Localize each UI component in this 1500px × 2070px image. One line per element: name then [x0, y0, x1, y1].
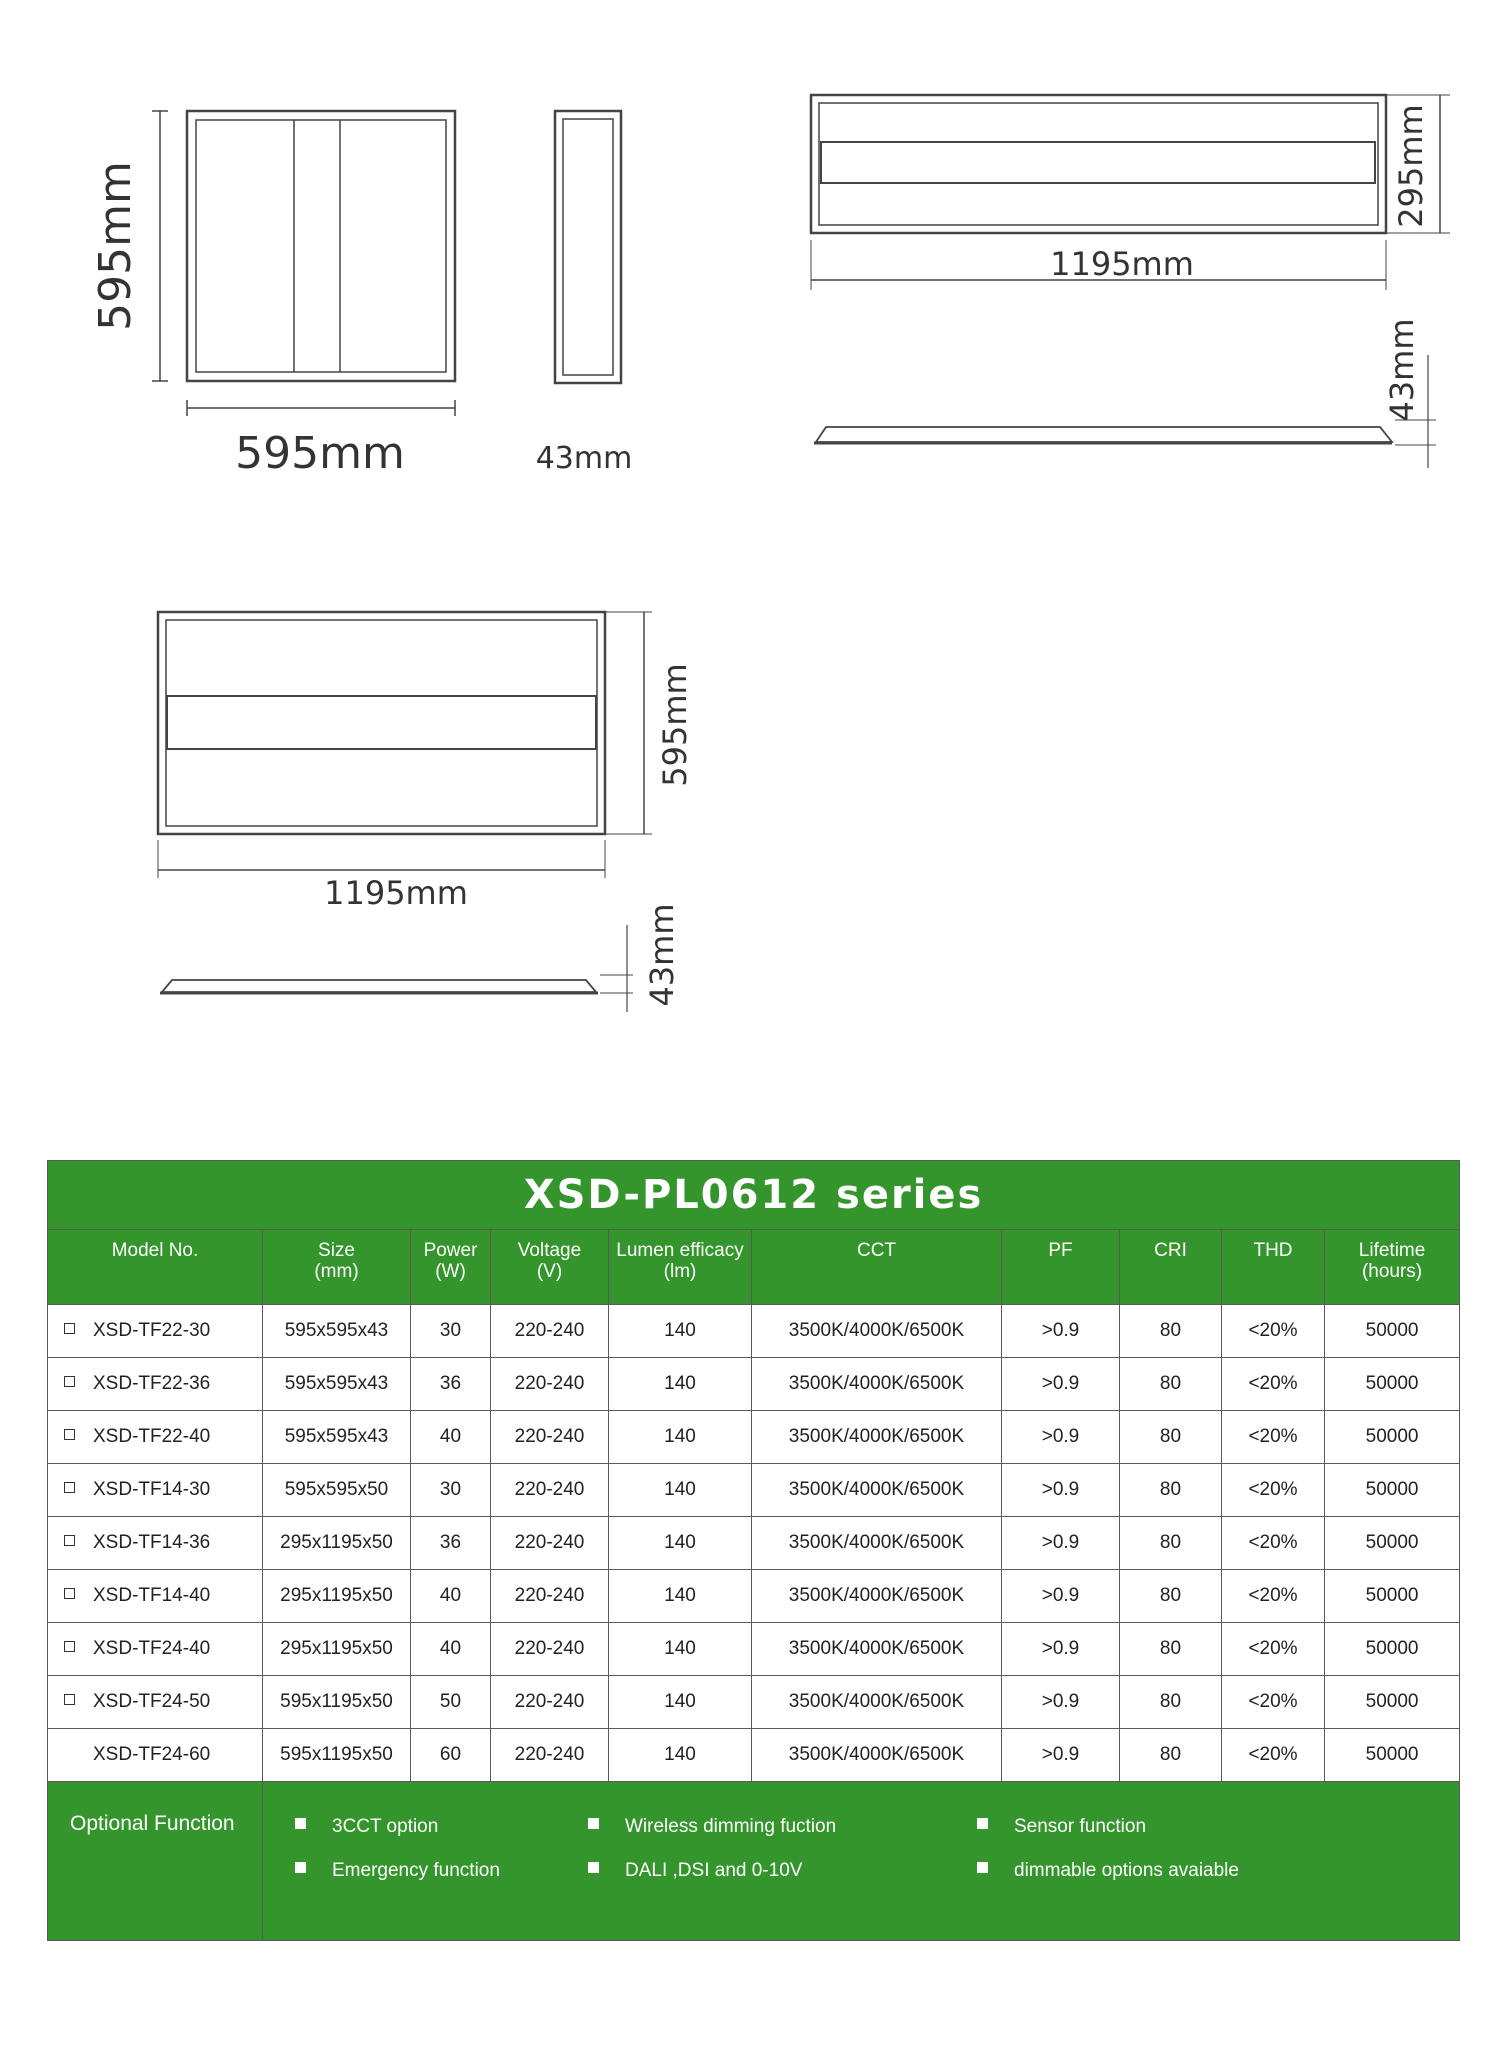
model-cell: XSD-TF24-60: [48, 1729, 263, 1782]
pf-cell: >0.9: [1002, 1464, 1120, 1517]
cri-cell: 80: [1120, 1411, 1222, 1464]
square-bullet-icon: [588, 1818, 599, 1829]
square-bullet-icon: [295, 1862, 306, 1873]
table-row: [48, 1517, 1460, 1570]
cri-cell: 80: [1120, 1517, 1222, 1570]
table-row: [48, 1623, 1460, 1676]
power-cell: 50: [411, 1676, 491, 1729]
pf-cell: >0.9: [1002, 1305, 1120, 1358]
size-cell: 595x595x43: [263, 1305, 411, 1358]
size-cell: 595x595x43: [263, 1411, 411, 1464]
table-row: [48, 1358, 1460, 1411]
lifetime-cell: 50000: [1325, 1729, 1460, 1782]
checkbox-icon[interactable]: [64, 1429, 75, 1440]
option-item: Wireless dimming fuction: [588, 1816, 836, 1838]
cct-cell: 3500K/4000K/6500K: [752, 1358, 1002, 1411]
pf-cell: >0.9: [1002, 1358, 1120, 1411]
pf-cell: >0.9: [1002, 1623, 1120, 1676]
narrow-depth-label: 43mm: [1383, 318, 1421, 422]
lumen-cell: 140: [609, 1676, 752, 1729]
voltage-cell: 220-240: [491, 1358, 609, 1411]
model-cell: XSD-TF14-36: [48, 1517, 263, 1570]
checkbox-icon[interactable]: [64, 1535, 75, 1546]
lumen-cell: 140: [609, 1729, 752, 1782]
header-cri: CRI: [1120, 1230, 1222, 1305]
wide-width-label: 1195mm: [324, 874, 468, 912]
thd-cell: <20%: [1222, 1676, 1325, 1729]
voltage-cell: 220-240: [491, 1623, 609, 1676]
cri-cell: 80: [1120, 1570, 1222, 1623]
wide-height-label: 595mm: [656, 663, 694, 787]
thd-cell: <20%: [1222, 1623, 1325, 1676]
square-bullet-icon: [295, 1818, 306, 1829]
power-cell: 60: [411, 1729, 491, 1782]
thd-cell: <20%: [1222, 1570, 1325, 1623]
checkbox-icon[interactable]: [64, 1694, 75, 1705]
size-cell: 595x595x43: [263, 1358, 411, 1411]
table-row: [48, 1464, 1460, 1517]
header-lifetime: Lifetime (hours): [1325, 1230, 1460, 1305]
power-cell: 40: [411, 1570, 491, 1623]
model-cell: XSD-TF14-40: [48, 1570, 263, 1623]
cri-cell: 80: [1120, 1676, 1222, 1729]
table-row: [48, 1729, 1460, 1782]
header-voltage: Voltage (V): [491, 1230, 609, 1305]
narrow-height-label: 295mm: [1392, 104, 1430, 228]
voltage-cell: 220-240: [491, 1305, 609, 1358]
header-model: Model No.: [48, 1230, 263, 1305]
lumen-cell: 140: [609, 1464, 752, 1517]
model-cell: XSD-TF22-30: [48, 1305, 263, 1358]
table-row: [48, 1305, 1460, 1358]
optional-function-list: [263, 1782, 1460, 1941]
table-title: XSD-PL0612 series: [48, 1161, 1460, 1230]
optional-function-row: [48, 1782, 1460, 1941]
model-cell: XSD-TF24-40: [48, 1623, 263, 1676]
lifetime-cell: 50000: [1325, 1570, 1460, 1623]
model-cell: XSD-TF22-36: [48, 1358, 263, 1411]
table-row: [48, 1570, 1460, 1623]
cct-cell: 3500K/4000K/6500K: [752, 1623, 1002, 1676]
voltage-cell: 220-240: [491, 1729, 609, 1782]
lifetime-cell: 50000: [1325, 1676, 1460, 1729]
header-lumen: Lumen efficacy (lm): [609, 1230, 752, 1305]
square-panel-front-view: [152, 111, 455, 416]
checkbox-icon[interactable]: [64, 1323, 75, 1334]
pf-cell: >0.9: [1002, 1676, 1120, 1729]
size-cell: 295x1195x50: [263, 1517, 411, 1570]
pf-cell: >0.9: [1002, 1570, 1120, 1623]
square-bullet-icon: [977, 1818, 988, 1829]
power-cell: 30: [411, 1305, 491, 1358]
square-width-label: 595mm: [235, 428, 405, 479]
power-cell: 30: [411, 1464, 491, 1517]
size-cell: 295x1195x50: [263, 1623, 411, 1676]
size-cell: 595x595x50: [263, 1464, 411, 1517]
size-cell: 595x1195x50: [263, 1729, 411, 1782]
checkbox-icon[interactable]: [64, 1376, 75, 1387]
square-height-label: 595mm: [90, 161, 141, 331]
lifetime-cell: 50000: [1325, 1517, 1460, 1570]
option-item: Sensor function: [977, 1816, 1146, 1838]
lifetime-cell: 50000: [1325, 1411, 1460, 1464]
header-pf: PF: [1002, 1230, 1120, 1305]
model-cell: XSD-TF22-40: [48, 1411, 263, 1464]
table-row: [48, 1676, 1460, 1729]
wide-depth-label: 43mm: [643, 903, 681, 1007]
thd-cell: <20%: [1222, 1517, 1325, 1570]
square-bullet-icon: [588, 1862, 599, 1873]
voltage-cell: 220-240: [491, 1411, 609, 1464]
power-cell: 40: [411, 1411, 491, 1464]
checkbox-icon[interactable]: [64, 1482, 75, 1493]
cct-cell: 3500K/4000K/6500K: [752, 1411, 1002, 1464]
cct-cell: 3500K/4000K/6500K: [752, 1729, 1002, 1782]
voltage-cell: 220-240: [491, 1517, 609, 1570]
lifetime-cell: 50000: [1325, 1305, 1460, 1358]
wide-panel-front-view: [158, 612, 652, 878]
cct-cell: 3500K/4000K/6500K: [752, 1676, 1002, 1729]
pf-cell: >0.9: [1002, 1729, 1120, 1782]
cct-cell: 3500K/4000K/6500K: [752, 1305, 1002, 1358]
thd-cell: <20%: [1222, 1411, 1325, 1464]
cct-cell: 3500K/4000K/6500K: [752, 1517, 1002, 1570]
model-cell: XSD-TF24-50: [48, 1676, 263, 1729]
lumen-cell: 140: [609, 1305, 752, 1358]
thd-cell: <20%: [1222, 1729, 1325, 1782]
thd-cell: <20%: [1222, 1305, 1325, 1358]
square-panel-side-view: [555, 111, 621, 383]
checkbox-icon[interactable]: [64, 1641, 75, 1652]
option-item: dimmable options avaiable: [977, 1860, 1239, 1882]
lumen-cell: 140: [609, 1517, 752, 1570]
cri-cell: 80: [1120, 1305, 1222, 1358]
checkbox-icon[interactable]: [64, 1588, 75, 1599]
cct-cell: 3500K/4000K/6500K: [752, 1464, 1002, 1517]
option-item: Emergency function: [295, 1860, 500, 1882]
header-row: [48, 1230, 1460, 1305]
power-cell: 36: [411, 1358, 491, 1411]
power-cell: 40: [411, 1623, 491, 1676]
spec-table: [47, 1160, 1460, 1941]
size-cell: 295x1195x50: [263, 1570, 411, 1623]
voltage-cell: 220-240: [491, 1464, 609, 1517]
lumen-cell: 140: [609, 1411, 752, 1464]
square-depth-label: 43mm: [535, 441, 633, 476]
cct-cell: 3500K/4000K/6500K: [752, 1570, 1002, 1623]
optional-function-label: Optional Function: [48, 1782, 263, 1941]
size-cell: 595x1195x50: [263, 1676, 411, 1729]
power-cell: 36: [411, 1517, 491, 1570]
pf-cell: >0.9: [1002, 1411, 1120, 1464]
lumen-cell: 140: [609, 1623, 752, 1676]
narrow-width-label: 1195mm: [1050, 245, 1194, 283]
square-bullet-icon: [977, 1862, 988, 1873]
voltage-cell: 220-240: [491, 1676, 609, 1729]
lifetime-cell: 50000: [1325, 1464, 1460, 1517]
thd-cell: <20%: [1222, 1464, 1325, 1517]
option-item: DALI ,DSI and 0-10V: [588, 1860, 802, 1882]
wide-panel-side-view: [160, 925, 633, 1012]
cri-cell: 80: [1120, 1623, 1222, 1676]
voltage-cell: 220-240: [491, 1570, 609, 1623]
table-row: [48, 1411, 1460, 1464]
header-thd: THD: [1222, 1230, 1325, 1305]
cri-cell: 80: [1120, 1464, 1222, 1517]
header-power: Power (W): [411, 1230, 491, 1305]
thd-cell: <20%: [1222, 1358, 1325, 1411]
lumen-cell: 140: [609, 1570, 752, 1623]
model-cell: XSD-TF14-30: [48, 1464, 263, 1517]
lifetime-cell: 50000: [1325, 1623, 1460, 1676]
cri-cell: 80: [1120, 1729, 1222, 1782]
cri-cell: 80: [1120, 1358, 1222, 1411]
lumen-cell: 140: [609, 1358, 752, 1411]
header-cct: CCT: [752, 1230, 1002, 1305]
pf-cell: >0.9: [1002, 1517, 1120, 1570]
header-size: Size (mm): [263, 1230, 411, 1305]
narrow-panel-side-view: [814, 355, 1436, 468]
checkbox-placeholder: [64, 1747, 75, 1758]
option-item: 3CCT option: [295, 1816, 438, 1838]
lifetime-cell: 50000: [1325, 1358, 1460, 1411]
